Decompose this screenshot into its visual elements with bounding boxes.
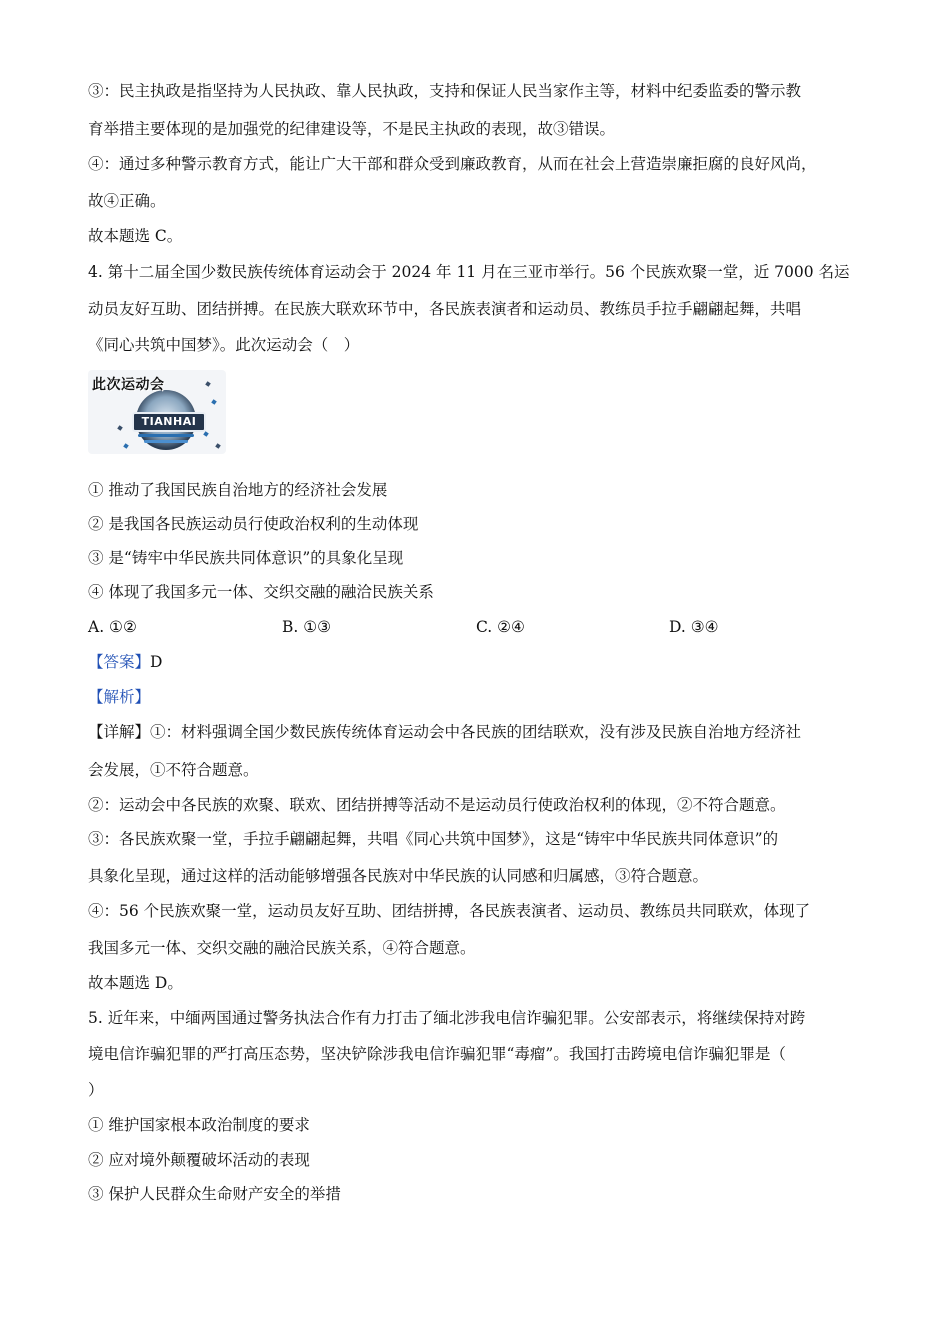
q4-detail-line: 我国多元一体、交织交融的融洽民族关系，④符合题意。 — [88, 939, 476, 957]
q4-detail-line — [88, 721, 801, 743]
analysis-label: 【解析】 — [88, 688, 151, 706]
q4-conclusion: 故本题选 D。 — [88, 974, 183, 992]
q4-detail-line: 具象化呈现，通过这样的活动能够增强各民族对中华民族的认同感和归属感，③符合题意。 — [88, 867, 709, 885]
detail-text: ①：材料强调全国少数民族传统体育运动会中各民族的团结联欢，没有涉及民族自治地方经济社 — [150, 723, 802, 741]
q4-answer — [88, 651, 162, 673]
prev-analysis-line: ④：通过多种警示教育方式，能让广大干部和群众受到廉政教育，从而在社会上营造崇廉拒腐的良好风尚， — [88, 155, 817, 173]
answer-label: 【答案】 — [88, 653, 151, 671]
logo-confetti — [211, 399, 217, 405]
prev-conclusion: 故本题选 C。 — [88, 227, 183, 245]
q4-detail-line: ②：运动会中各民族的欢聚、联欢、团结拼搏等活动不是运动员行使政治权利的体现，②不符合题意。 — [88, 796, 786, 814]
logo-confetti — [203, 431, 209, 437]
q4-option-d: D. ③④ — [669, 618, 719, 636]
q4-option-a: A. ①② — [88, 618, 137, 636]
q4-item: ① 推动了我国民族自治地方的经济社会发展 — [88, 481, 388, 499]
logo-confetti — [215, 443, 221, 449]
image-caption: 此次运动会 — [92, 377, 165, 393]
q4-stem-line: 动员友好互助、团结拼搏。在民族大联欢环节中，各民族表演者和运动员、教练员手拉手翩翩起舞，共唱 — [88, 300, 802, 318]
q5-item: ① 维护国家根本政治制度的要求 — [88, 1116, 310, 1134]
logo-wave — [138, 434, 194, 437]
q4-stem-line: 4. 第十二届全国少数民族传统体育运动会于 2024 年 11 月在三亚市举行。56 个民族欢聚一堂，近 7000 名运 — [88, 263, 850, 281]
q4-item: ② 是我国各民族运动员行使政治权利的生动体现 — [88, 515, 419, 533]
logo-confetti — [205, 381, 211, 387]
prev-analysis-line: 故④正确。 — [88, 192, 166, 210]
q5-item: ② 应对境外颠覆破坏活动的表现 — [88, 1151, 310, 1169]
q4-stem-line: 《同心共筑中国梦》。此次运动会（ ） — [88, 336, 360, 354]
q4-detail-line: ④：56 个民族欢聚一堂，运动员友好互助、团结拼搏，各民族表演者、运动员、教练员共同联欢，体现了 — [88, 902, 811, 920]
logo-wave — [144, 440, 188, 443]
q5-stem-line: 5. 近年来，中缅两国通过警务执法合作有力打击了缅北涉我电信诈骗犯罪。公安部表示，将继续保持对跨 — [88, 1009, 806, 1027]
prev-analysis-line: 育举措主要体现的是加强党的纪律建设等，不是民主执政的表现，故③错误。 — [88, 120, 616, 138]
q4-option-b: B. ①③ — [282, 618, 332, 636]
detail-label: 【详解】 — [88, 723, 151, 741]
logo-banner: TIANHAI — [132, 412, 206, 432]
prev-analysis-line: ③：民主执政是指坚持为人民执政、靠人民执政，支持和保证人民当家作主等，材料中纪委监委的警示教 — [88, 82, 802, 100]
q5-item: ③ 保护人民群众生命财产安全的举措 — [88, 1185, 341, 1203]
q5-stem-line: 境电信诈骗犯罪的严打高压态势，坚决铲除涉我电信诈骗犯罪“毒瘤”。我国打击跨境电信诈骗犯罪是（ — [88, 1045, 786, 1063]
q4-option-c: C. ②④ — [476, 618, 525, 636]
q4-illustration — [88, 370, 226, 454]
logo-confetti — [123, 443, 129, 449]
q4-item: ③ 是“铸牢中华民族共同体意识”的具象化呈现 — [88, 549, 404, 567]
logo-confetti — [117, 425, 123, 431]
q4-detail-line: ③：各民族欢聚一堂，手拉手翩翩起舞，共唱《同心共筑中国梦》，这是“铸牢中华民族共同体意识”的 — [88, 830, 779, 848]
q4-item: ④ 体现了我国多元一体、交织交融的融洽民族关系 — [88, 583, 434, 601]
q5-stem-line: ） — [88, 1081, 104, 1099]
q4-detail-line: 会发展，①不符合题意。 — [88, 761, 259, 779]
answer-value: D — [150, 653, 163, 671]
